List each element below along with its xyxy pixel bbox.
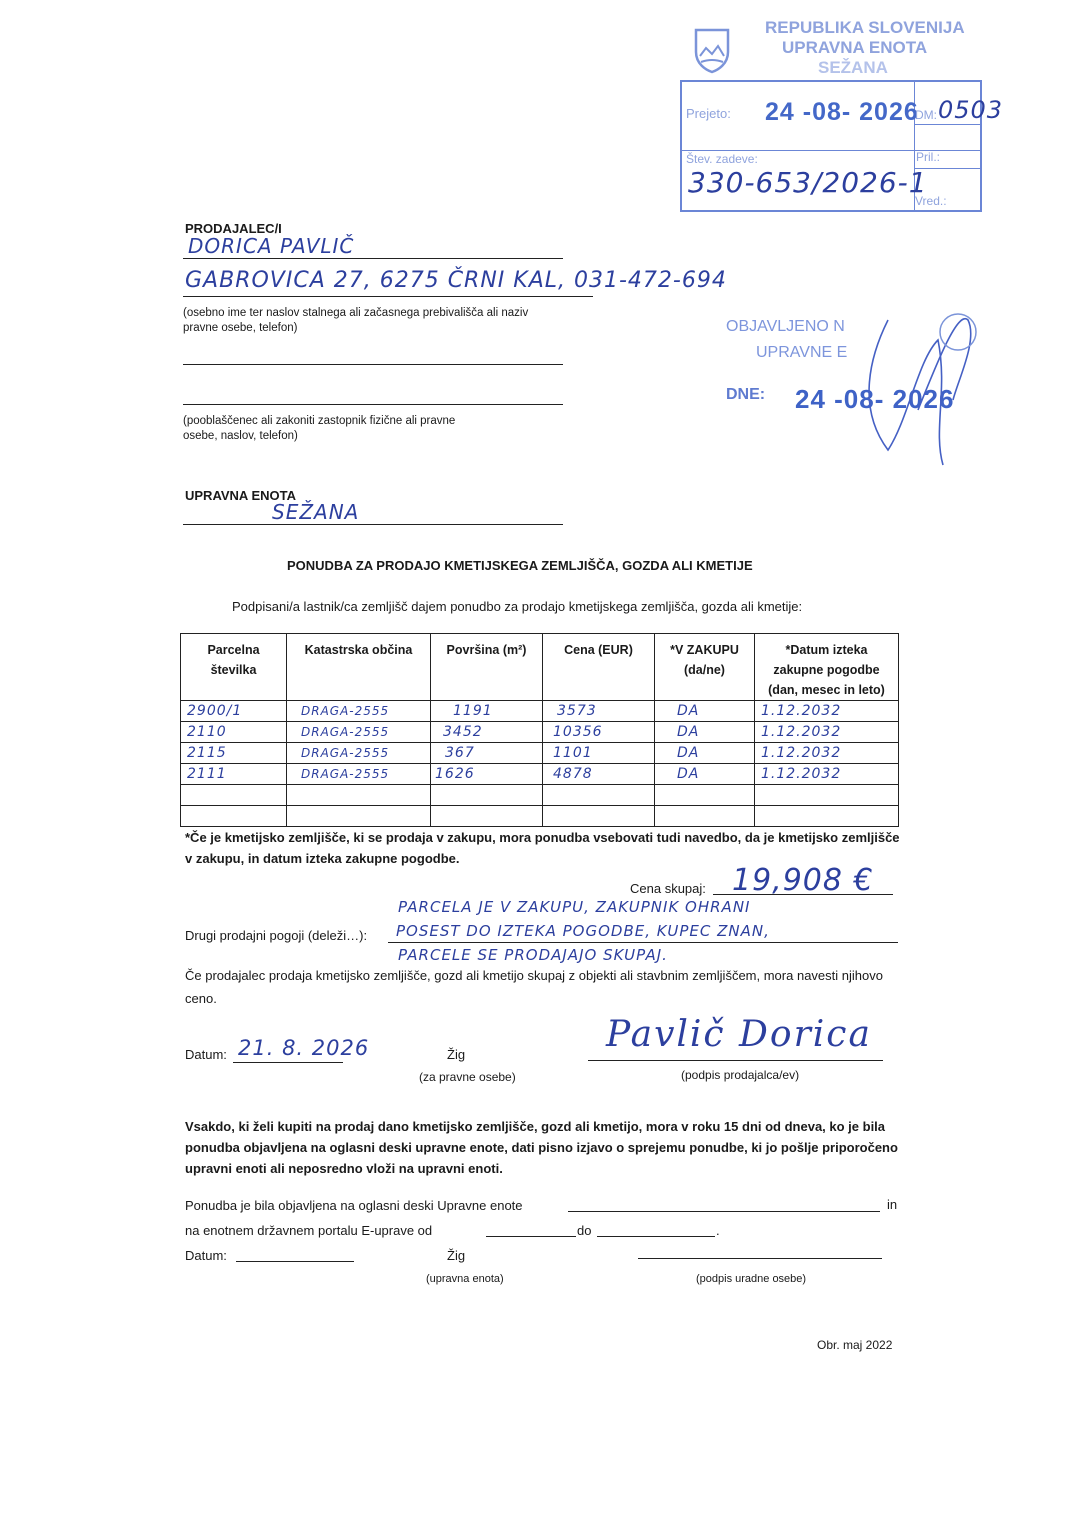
- col-price-header: Cena (EUR): [543, 634, 655, 701]
- publication-do: do: [577, 1223, 592, 1238]
- case-number: 330-653/2026-1: [688, 166, 928, 199]
- table-row: [181, 764, 899, 785]
- dm-value: 0503: [938, 96, 1004, 124]
- signing-date-label: Datum:: [185, 1047, 227, 1062]
- publication-in: in: [887, 1197, 898, 1212]
- price: [543, 785, 655, 806]
- col-lease-label-a: *V ZAKUPU: [670, 643, 739, 657]
- lease: [655, 785, 755, 806]
- col-date-label-a: *Datum izteka: [785, 643, 868, 657]
- lease-end-date: 1.12.2032: [761, 766, 842, 782]
- official-signature-line: [638, 1258, 882, 1259]
- lease: DA: [677, 724, 700, 740]
- stamp-republic: REPUBLIKA SLOVENIJA: [765, 18, 965, 37]
- dm-label: DM:: [915, 108, 937, 122]
- col-parcel-header: [181, 634, 287, 701]
- publication-seal-caption: (upravna enota): [426, 1273, 504, 1285]
- seal-caption: (za pravne osebe): [419, 1070, 516, 1084]
- cadastral-municipality: DRAGA-2555: [301, 746, 390, 760]
- form-version: Obr. maj 2022: [817, 1338, 893, 1352]
- parcel-number: 2111: [187, 766, 227, 782]
- proxy-line-2: [183, 404, 563, 405]
- seller-name: DORICA PAVLIČ: [188, 234, 355, 258]
- seller-name-line: [183, 258, 563, 259]
- case-label: Štev. zadeve:: [686, 152, 758, 166]
- conditions-line1: PARCELA JE V ZAKUPU, ZAKUPNIK OHRANI: [398, 898, 751, 916]
- conditions-line: [388, 942, 898, 943]
- col-parcel-label-a: Parcelna: [207, 643, 260, 657]
- col-ko-header: Katastrska občina: [287, 634, 431, 701]
- publication-from-line: [486, 1236, 576, 1237]
- admin-unit-title: UPRAVNA ENOTA: [185, 488, 296, 503]
- parcel-number: 2110: [187, 724, 227, 740]
- lease: DA: [677, 766, 700, 782]
- total-line: [713, 894, 893, 895]
- table-row: [181, 743, 899, 764]
- table-row: [181, 806, 899, 827]
- signing-date: 21. 8. 2026: [238, 1036, 370, 1060]
- table-header-row: [181, 634, 899, 701]
- lease-end-date: 1.12.2032: [761, 703, 842, 719]
- offer-intro: Podpisani/a lastnik/ca zemljišč dajem ponudbo za prodajo kmetijskega zemljišča, gozda ali kmetije:: [232, 599, 803, 614]
- pril-label: Pril.:: [916, 150, 940, 164]
- price: 3573: [557, 703, 597, 719]
- cadastral-municipality: [287, 806, 431, 827]
- total-value: 19,908 €: [732, 863, 874, 898]
- lease: DA: [677, 703, 700, 719]
- published-line2: UPRAVNE E: [756, 344, 848, 361]
- col-lease-header: [655, 634, 755, 701]
- parcel-number: [181, 806, 287, 827]
- area: 1191: [453, 703, 493, 719]
- conditions-line3: PARCELE SE PRODAJAJO SKUPAJ.: [398, 946, 668, 964]
- published-date-label: DNE:: [726, 386, 766, 403]
- cadastral-municipality: DRAGA-2555: [301, 704, 390, 718]
- col-lease-label-b: (da/ne): [684, 663, 725, 677]
- received-label: Prejeto:: [686, 106, 731, 121]
- received-date: 24 -08- 2026: [765, 98, 919, 126]
- proxy-caption: (pooblaščenec ali zakoniti zastopnik fizične ali pravne osebe, naslov, telefon): [183, 415, 456, 442]
- area: [431, 806, 543, 827]
- cadastral-municipality: [287, 785, 431, 806]
- publication-sign-caption: (podpis uradne osebe): [696, 1273, 807, 1285]
- published-line1: OBJAVLJENO N: [726, 318, 845, 335]
- lease-end-date: [755, 785, 899, 806]
- official-signature-scribble: [848, 300, 1008, 470]
- cadastral-municipality: DRAGA-2555: [301, 725, 390, 739]
- table-row: [181, 785, 899, 806]
- stamp-city: SEŽANA: [818, 58, 888, 77]
- table-row: [181, 701, 899, 722]
- parcel-number: 2115: [187, 745, 227, 761]
- acceptance-notice: Vsakdo, ki želi kupiti na prodaj dano kmetijsko zemljišče, gozd ali kmetijo, mora v roku 15 dni od dneva, ko je bila ponudba objavljena na oglasni deski upravne enote, dati pisno izjavo o sprejemu ponudbe, ki jo pošlje priporočeno upravni enoti ali neposredno vloži na upravni enoti.: [185, 1119, 898, 1176]
- area: 3452: [443, 724, 483, 740]
- publication-unit-line: [568, 1211, 880, 1212]
- signing-date-line: [233, 1062, 343, 1063]
- seller-caption: (osebno ime ter naslov stalnega ali začasnega prebivališča ali naziv pravne osebe, telefon): [183, 307, 529, 334]
- cadastral-municipality: DRAGA-2555: [301, 767, 390, 781]
- publication-date-label: Datum:: [185, 1248, 227, 1263]
- publication-line1: Ponudba je bila objavljena na oglasni deski Upravne enote: [185, 1198, 523, 1213]
- lease: [655, 806, 755, 827]
- conditions-line2: POSEST DO IZTEKA POGODBE, KUPEC ZNAN,: [396, 922, 770, 940]
- vred-label: Vred.:: [915, 194, 947, 208]
- seal-label: Žig: [447, 1047, 466, 1062]
- conditions-label: Drugi prodajni pogoji (deleži…):: [185, 928, 368, 943]
- seller-signature: Pavlič Dorica: [606, 1014, 872, 1055]
- col-area-header: Površina (m²): [431, 634, 543, 701]
- publication-dot: .: [716, 1223, 720, 1238]
- offer-heading: PONUDBA ZA PRODAJO KMETIJSKEGA ZEMLJIŠČA, GOZDA ALI KMETIJE: [287, 558, 753, 573]
- publication-date-line: [236, 1261, 354, 1262]
- stamp-unit: UPRAVNA ENOTA: [782, 38, 928, 57]
- col-date-label-b: zakupne pogodbe: [773, 663, 880, 677]
- admin-unit-value: SEŽANA: [272, 500, 360, 524]
- parcels-table: [180, 633, 899, 827]
- parcel-number: 2900/1: [187, 703, 243, 719]
- table-row: [181, 722, 899, 743]
- area: [431, 785, 543, 806]
- coat-of-arms-icon: [692, 26, 732, 74]
- signature-caption: (podpis prodajalca/ev): [681, 1068, 800, 1082]
- published-date: 24 -08- 2026: [795, 384, 955, 414]
- area: 1626: [435, 766, 475, 782]
- price: 10356: [553, 724, 603, 740]
- lease: DA: [677, 745, 700, 761]
- price: [543, 806, 655, 827]
- col-date-header: [755, 634, 899, 701]
- publication-line2: na enotnem državnem portalu E-uprave od: [185, 1223, 433, 1238]
- admin-unit-line: [183, 524, 563, 525]
- proxy-line-1: [183, 364, 563, 365]
- parcel-number: [181, 785, 287, 806]
- price: 1101: [553, 745, 593, 761]
- area: 367: [445, 745, 475, 761]
- col-parcel-label-b: številka: [210, 663, 257, 677]
- seller-address: GABROVICA 27, 6275 ČRNI KAL, 031-472-694: [185, 268, 727, 293]
- lease-end-date: 1.12.2032: [761, 724, 842, 740]
- price: 4878: [553, 766, 593, 782]
- lease-end-date: 1.12.2032: [761, 745, 842, 761]
- objects-note: Če prodajalec prodaja kmetijsko zemljišče, gozd ali kmetijo skupaj z objekti ali stavbnim zemljiščem, mora navesti njihovo ceno.: [185, 968, 883, 1006]
- seller-address-line: [183, 296, 593, 297]
- col-date-label-c: (dan, mesec in leto): [768, 683, 885, 697]
- seller-title: PRODAJALEC/I: [185, 221, 282, 236]
- publication-seal-label: Žig: [447, 1248, 466, 1263]
- publication-to-line: [597, 1236, 715, 1237]
- total-label: Cena skupaj:: [630, 881, 706, 896]
- lease-footnote: *Če je kmetijsko zemljišče, ki se prodaja v zakupu, mora ponudba vsebovati tudi navedbo, da je kmetijsko zemljišče v zakupu, in datum izteka zakupne pogodbe.: [185, 830, 900, 866]
- lease-end-date: [755, 806, 899, 827]
- signature-line: [588, 1060, 883, 1061]
